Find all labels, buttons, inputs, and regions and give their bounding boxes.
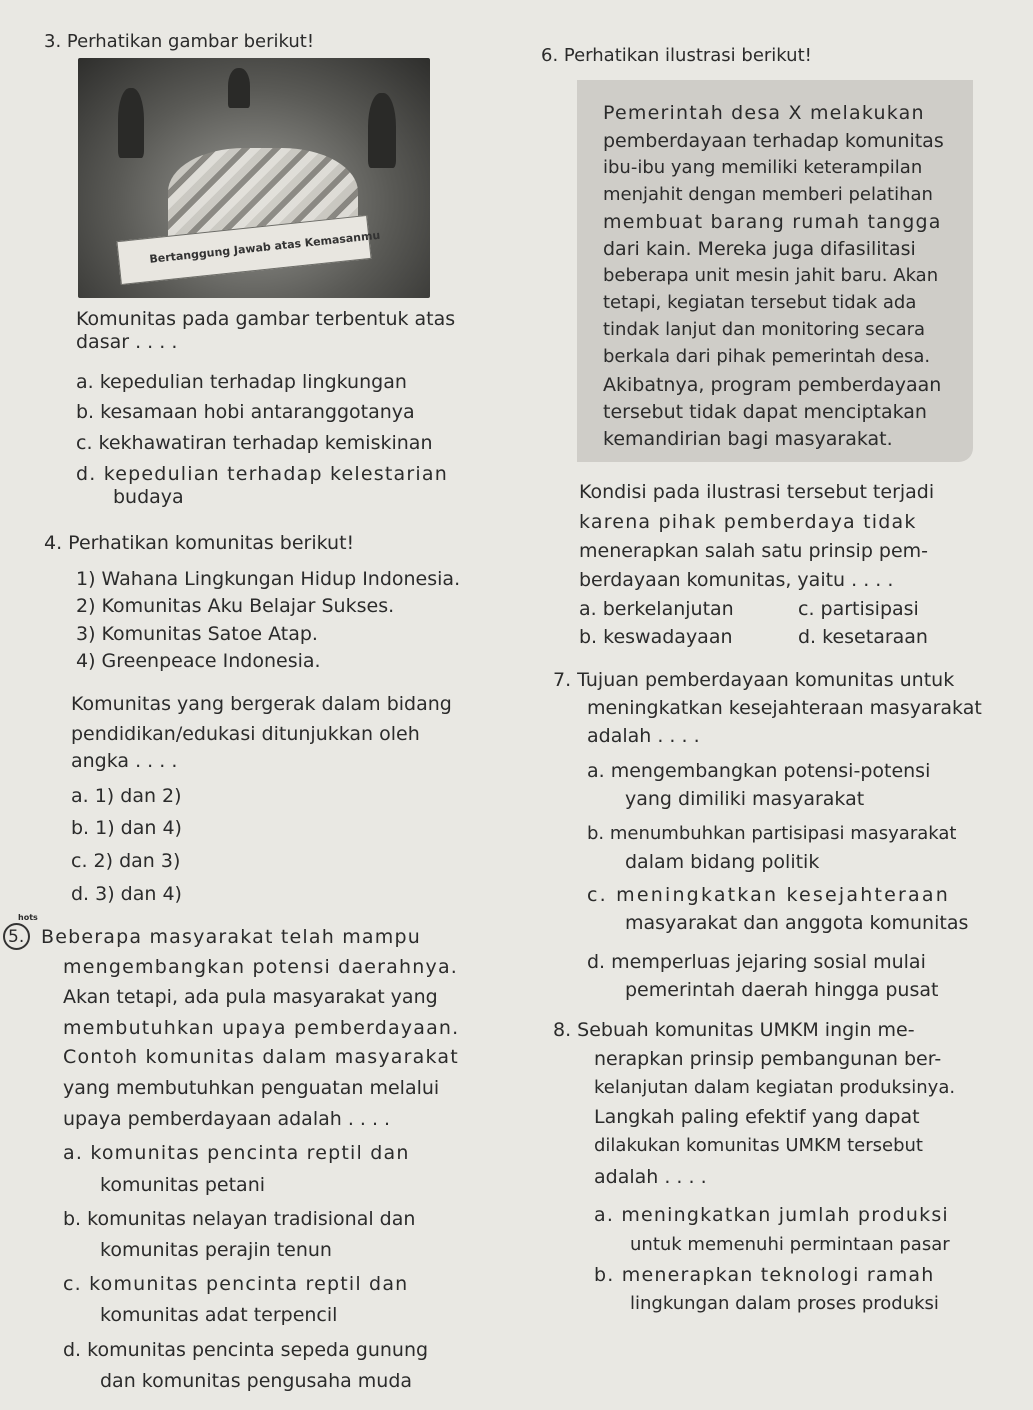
q6-option-d: d. kesetaraan — [798, 626, 928, 648]
hots-note: hots — [18, 913, 38, 922]
box-line: dari kain. Mereka juga difasilitasi — [603, 238, 916, 260]
q3-option-a: a. kepedulian terhadap lingkungan — [76, 371, 407, 393]
q8-option-a: a. meningkatkan jumlah produksi — [594, 1204, 949, 1226]
q3-option-d-cont: budaya — [113, 486, 184, 508]
q5-question-line: Beberapa masyarakat telah mampu — [41, 926, 421, 948]
q4-item-3: 3) Komunitas Satoe Atap. — [76, 623, 318, 645]
box-line: berkala dari pihak pemerintah desa. — [603, 346, 931, 367]
q8-question-line: Langkah paling efektif yang dapat — [594, 1106, 920, 1128]
q3-option-c: c. kekhawatiran terhadap kemiskinan — [76, 432, 433, 454]
q8-option-b-cont: lingkungan dalam proses produksi — [630, 1293, 939, 1314]
q7-option-d-cont: pemerintah daerah hingga pusat — [625, 979, 939, 1001]
q4-question-line: angka . . . . — [71, 750, 178, 772]
q5-option-c: c. komunitas pencinta reptil dan — [63, 1273, 409, 1295]
box-line: Pemerintah desa X melakukan — [603, 102, 925, 124]
q7-option-a: a. mengembangkan potensi-potensi — [587, 760, 931, 782]
q3-option-b: b. kesamaan hobi antaranggotanya — [76, 401, 415, 423]
q7-option-c: c. meningkatkan kesejahteraan — [587, 884, 950, 906]
q6-option-b: b. keswadayaan — [579, 626, 733, 648]
q5-option-d: d. komunitas pencinta sepeda gunung — [63, 1339, 429, 1361]
q5-question-line: upaya pemberdayaan adalah . . . . — [63, 1108, 391, 1130]
q8-question-line: 8. Sebuah komunitas UMKM ingin me- — [553, 1019, 915, 1041]
q5-option-b: b. komunitas nelayan tradisional dan — [63, 1208, 416, 1230]
q4-option-a: a. 1) dan 2) — [71, 785, 182, 807]
q5-option-d-cont: dan komunitas pengusaha muda — [100, 1370, 413, 1392]
box-line: tetapi, kegiatan tersebut tidak ada — [603, 292, 917, 313]
q8-question-line: dilakukan komunitas UMKM tersebut — [594, 1135, 923, 1156]
q7-option-b-cont: dalam bidang politik — [625, 851, 820, 873]
q5-option-c-cont: komunitas adat terpencil — [100, 1304, 338, 1326]
q7-option-a-cont: yang dimiliki masyarakat — [625, 788, 865, 810]
q5-question-line: mengembangkan potensi daerahnya. — [63, 956, 459, 978]
q4-option-d: d. 3) dan 4) — [71, 883, 182, 905]
q8-question-line: kelanjutan dalam kegiatan produksinya. — [594, 1077, 956, 1098]
q7-option-d: d. memperluas jejaring sosial mulai — [587, 951, 926, 973]
q7-option-c-cont: masyarakat dan anggota komunitas — [625, 912, 969, 934]
q4-option-c: c. 2) dan 3) — [71, 850, 181, 872]
q4-item-4: 4) Greenpeace Indonesia. — [76, 650, 321, 672]
q5-option-a: a. komunitas pencinta reptil dan — [63, 1142, 410, 1164]
q5-option-b-cont: komunitas perajin tenun — [100, 1239, 332, 1261]
q6-option-c: c. partisipasi — [798, 598, 919, 620]
q5-question-line: Akan tetapi, ada pula masyarakat yang — [63, 986, 438, 1008]
q8-question-line: adalah . . . . — [594, 1166, 707, 1188]
q5-question-line: membutuhkan upaya pemberdayaan. — [63, 1017, 460, 1039]
q4-item-2: 2) Komunitas Aku Belajar Sukses. — [76, 595, 395, 617]
q5-question-line: Contoh komunitas dalam masyarakat — [63, 1046, 459, 1068]
q3-option-d: d. kepedulian terhadap kelestarian — [76, 463, 448, 485]
q4-option-b: b. 1) dan 4) — [71, 817, 182, 839]
box-line: tindak lanjut dan monitoring secara — [603, 319, 926, 340]
q6-title: 6. Perhatikan ilustrasi berikut! — [541, 45, 812, 66]
q7-question-line: adalah . . . . — [587, 725, 700, 747]
q5-option-a-cont: komunitas petani — [100, 1174, 266, 1196]
q8-option-b: b. menerapkan teknologi ramah — [594, 1264, 935, 1286]
q5-question-line: yang membutuhkan penguatan melalui — [63, 1077, 440, 1099]
box-line: tersebut tidak dapat menciptakan — [603, 401, 927, 423]
q4-question-line: pendidikan/edukasi ditunjukkan oleh — [71, 723, 420, 745]
q4-title: 4. Perhatikan komunitas berikut! — [44, 532, 355, 554]
q6-question-line: menerapkan salah satu prinsip pem- — [579, 540, 929, 562]
q4-item-1: 1) Wahana Lingkungan Hidup Indonesia. — [76, 568, 461, 590]
q6-option-a: a. berkelanjutan — [579, 598, 734, 620]
q3-question-line: dasar . . . . — [76, 331, 178, 353]
box-line: beberapa unit mesin jahit baru. Akan — [603, 265, 939, 286]
q4-question-line: Komunitas yang bergerak dalam bidang — [71, 693, 452, 715]
q3-title: 3. Perhatikan gambar berikut! — [44, 31, 315, 52]
box-line: ibu-ibu yang memiliki keterampilan — [603, 157, 923, 178]
box-line: menjahit dengan memberi pelatihan — [603, 184, 933, 205]
community-photo — [78, 58, 430, 298]
q8-question-line: nerapkan prinsip pembangunan ber- — [594, 1048, 942, 1070]
q6-question-line: karena pihak pemberdaya tidak — [579, 511, 917, 533]
q5-number: 5. — [8, 927, 25, 947]
box-line: kemandirian bagi masyarakat. — [603, 428, 893, 450]
q7-question-line: meningkatkan kesejahteraan masyarakat — [587, 697, 982, 719]
q6-question-line: Kondisi pada ilustrasi tersebut terjadi — [579, 481, 935, 503]
box-line: Akibatnya, program pemberdayaan — [603, 374, 942, 396]
q8-option-a-cont: untuk memenuhi permintaan pasar — [630, 1234, 950, 1255]
q6-question-line: berdayaan komunitas, yaitu . . . . — [579, 569, 894, 591]
photo-banner-text: Bertanggung Jawab atas Kemasanmu — [148, 228, 381, 266]
q3-question-line: Komunitas pada gambar terbentuk atas — [76, 308, 456, 330]
q7-question-line: 7. Tujuan pemberdayaan komunitas untuk — [553, 669, 955, 691]
q7-option-b: b. menumbuhkan partisipasi masyarakat — [587, 823, 957, 844]
box-line: membuat barang rumah tangga — [603, 211, 942, 233]
box-line: pemberdayaan terhadap komunitas — [603, 130, 944, 152]
